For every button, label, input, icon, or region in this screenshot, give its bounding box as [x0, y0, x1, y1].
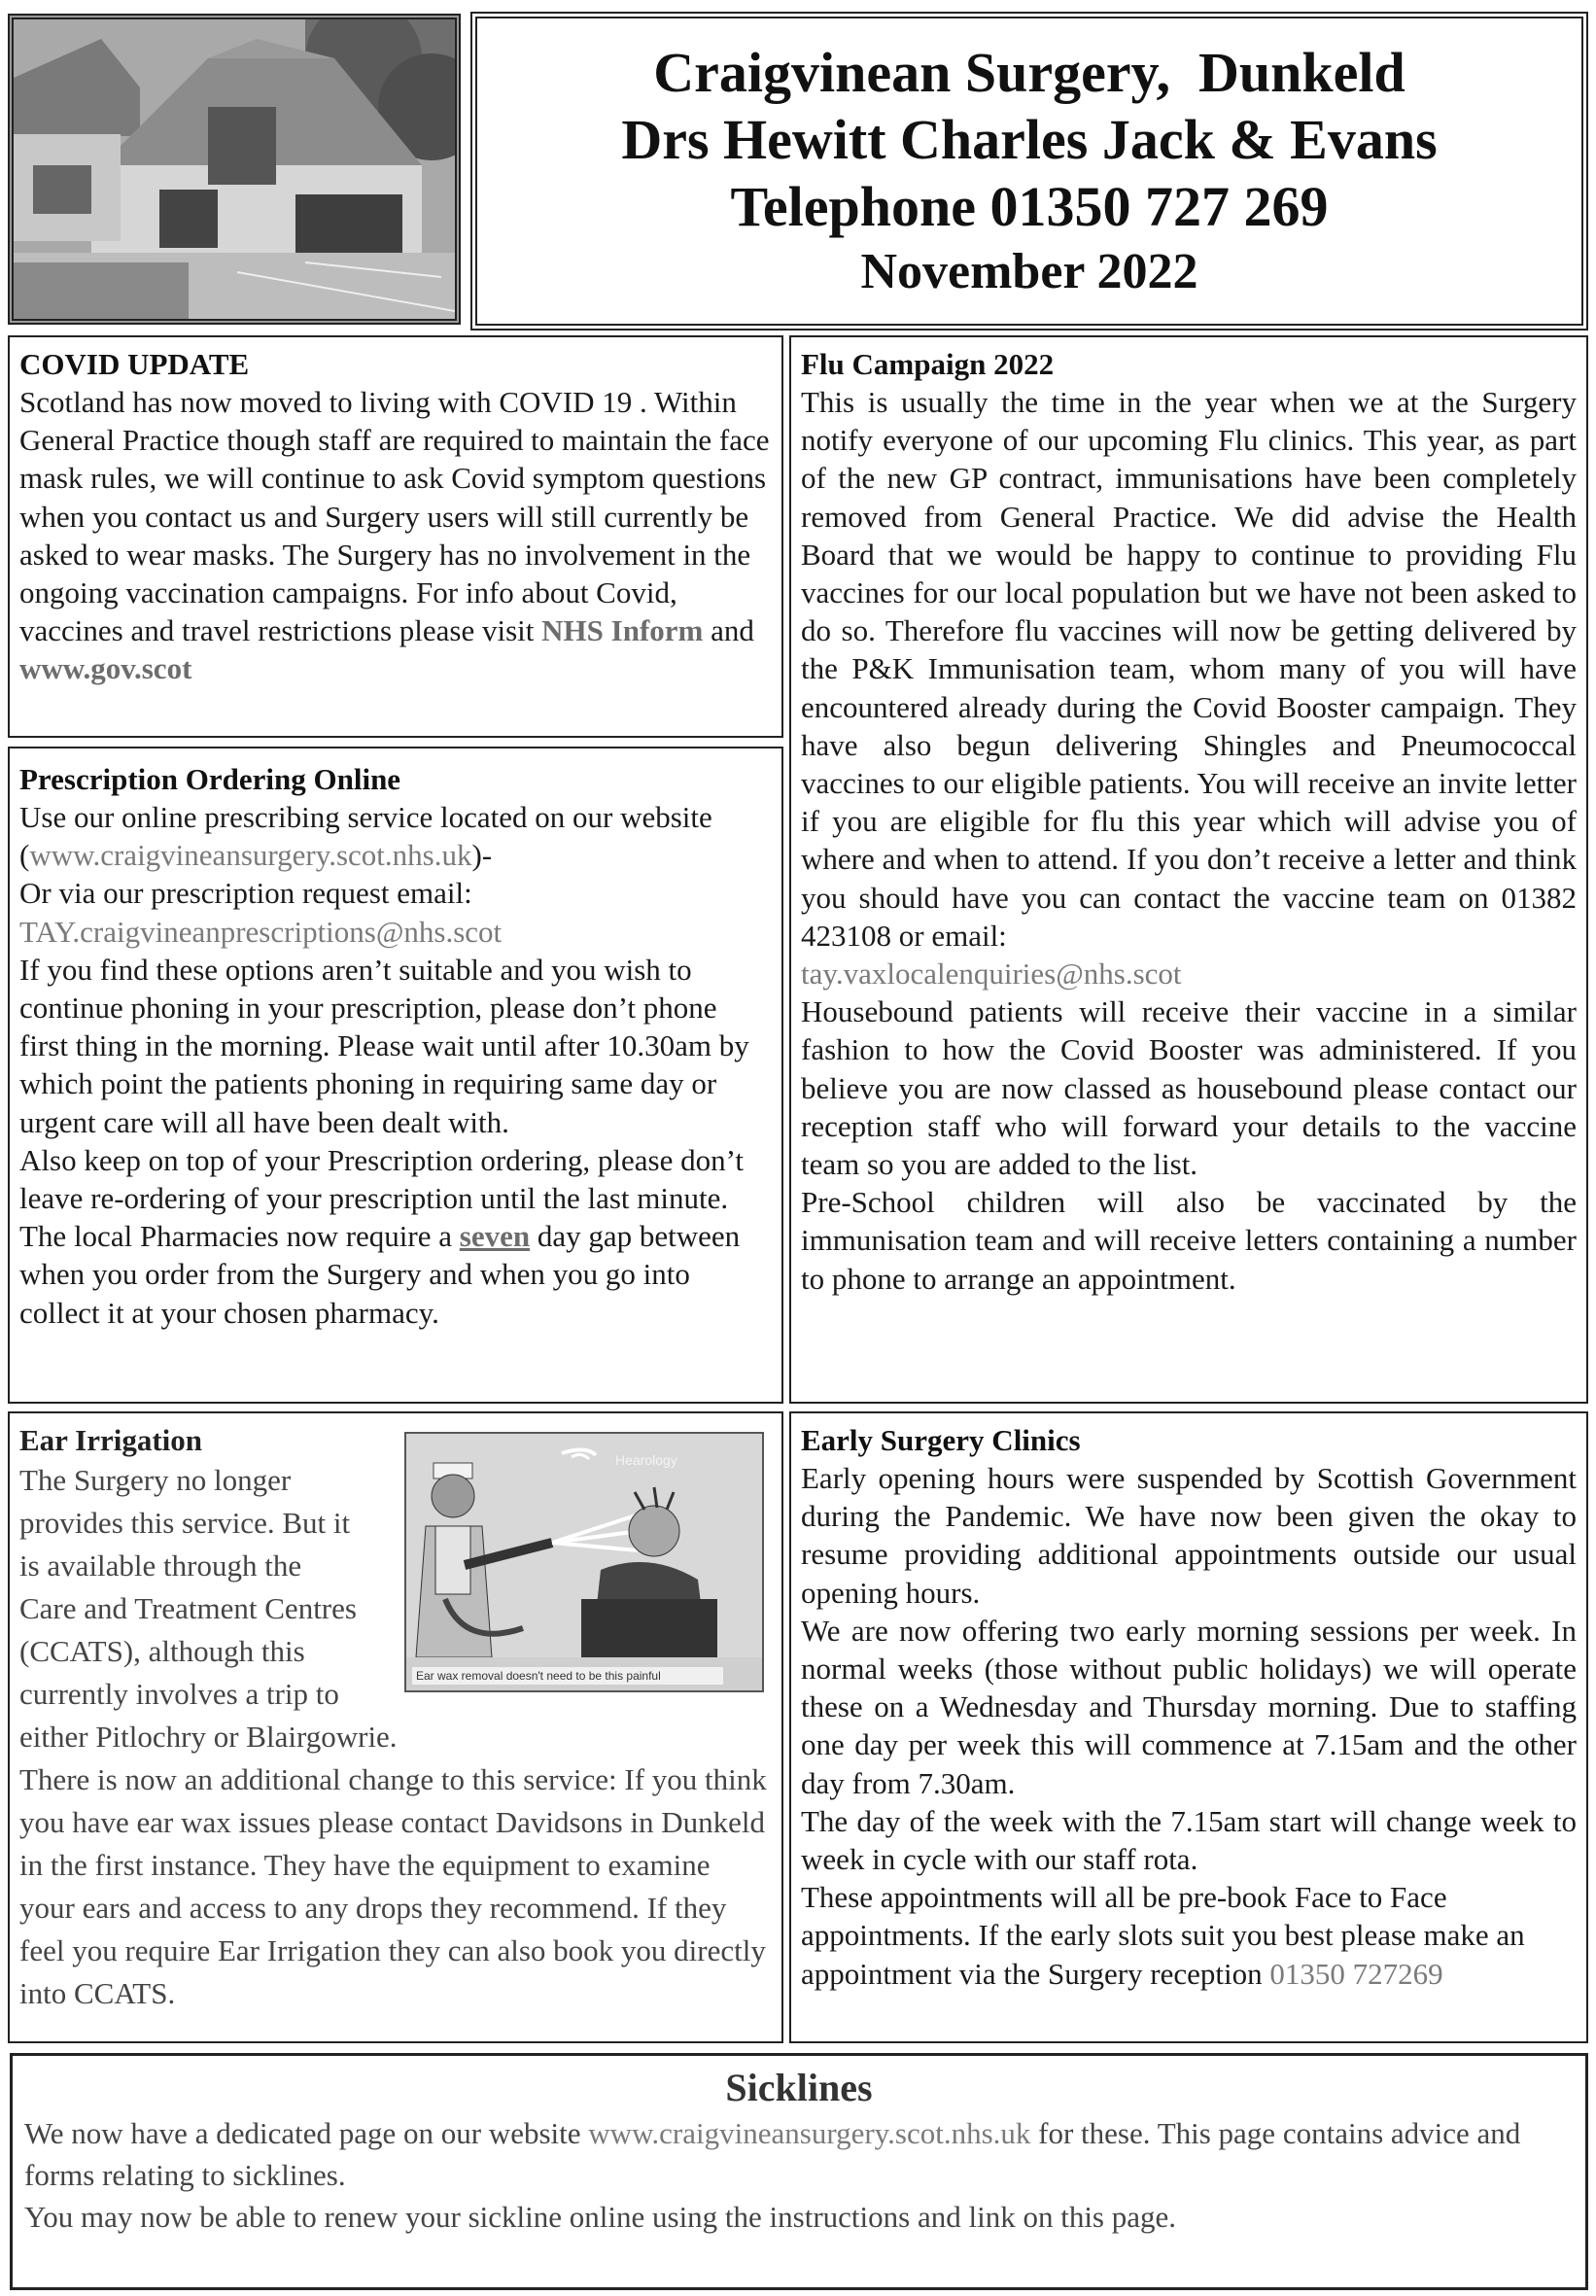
surgery-website-link[interactable]: www.craigvineansurgery.scot.nhs.uk [29, 838, 472, 873]
covid-update-body: Scotland has now moved to living with COVID 19 . Within General Practice though staff are required to maintain the face mask rules, we will continue to ask Covid symptom questions when you contact us and Surgery users will still currently be asked to wear masks. The Surgery has no involvement in the ongoing vaccination campaigns. For info about Covid, vaccines and travel restrictions please visit NHS Inform and www.gov.scot [19, 385, 770, 686]
ear-p2: There is now an additional change to this service: If you think you have ear wax issues please contact Davidsons in Dunkeld in the first instance. They have the equipment to examine your ears and access to any drops they recommend. If they feel you require Ear Irrigation they can also book you directly into CCATS. [19, 1762, 767, 2010]
seven-emphasis: seven [459, 1219, 531, 1254]
ear-irrigation-title: Ear Irrigation [19, 1423, 202, 1457]
nhs-inform-link[interactable]: NHS Inform [541, 613, 704, 648]
ear-wax-cartoon [404, 1432, 764, 1692]
surgery-name: Craigvinean Surgery, Dunkeld [653, 40, 1405, 104]
prescription-section [8, 747, 783, 1404]
sicklines-title: Sicklines [725, 2066, 873, 2109]
prescription-p2: Or via our prescription request email: [19, 876, 472, 911]
surgery-building-image [14, 19, 455, 319]
early-p2: We are now offering two early morning sessions per week. In normal weeks (those without public holidays) we will operate these on a Wednesday and Thursday morning. Due to staffing one day per week this will commence at 7.15am and the other day from 7.30am. [801, 1613, 1577, 1800]
gov-scot-link[interactable]: www.gov.scot [19, 651, 192, 686]
prescription-title: Prescription Ordering Online [19, 762, 401, 796]
issue-date: November 2022 [860, 243, 1198, 299]
early-surgery-clinics-section [789, 1411, 1588, 2043]
surgery-photo [8, 14, 461, 325]
ear-line-5: (CCATS), although this [19, 1634, 305, 1668]
ear-line-2: provides this service. But it [19, 1506, 351, 1540]
reception-phone: 01350 727269 [1269, 1956, 1443, 1991]
sicklines-p2: You may now be able to renew your sickline online using the instructions and link on this page. [24, 2200, 1177, 2234]
prescription-p4: Also keep on top of your Prescription ordering, please don’t leave re-ordering of your prescription until the last minute. The local Pharmacies now require a seven day gap between when you order from the Surgery and when you go into collect it at your chosen pharmacy. [19, 1142, 744, 1330]
newsletter-header [470, 12, 1588, 330]
flu-campaign-section [789, 335, 1588, 1404]
covid-update-section [8, 335, 783, 738]
early-p1: Early opening hours were suspended by Scottish Government during the Pandemic. We have now been given the okay to resume providing additional appointments outside our usual opening hours. [801, 1461, 1577, 1610]
prescription-p3: If you find these options aren’t suitable and you wish to continue phoning in your prescription, please don’t phone first thing in the morning. Please wait until after 10.30am by which point the patients phoning in requiring same day or urgent care will all have been dealt with. [19, 952, 749, 1139]
covid-update-title: COVID UPDATE [19, 347, 250, 381]
ear-line-3: is available through the [19, 1548, 302, 1583]
prescription-email-link[interactable]: TAY.craigvineanprescriptions@nhs.scot [19, 914, 503, 949]
ear-line-6: currently involves a trip to [19, 1677, 339, 1711]
ear-line-7: either Pitlochry or Blairgowrie. [19, 1720, 398, 1754]
cartoon-caption: Ear wax removal doesn't need to be this painful [416, 1669, 661, 1683]
early-clinics-title: Early Surgery Clinics [801, 1423, 1081, 1457]
flu-p1: This is usually the time in the year when we at the Surgery notify everyone of our upcoming Flu clinics. This year, as part of the new GP contract, immunisations have been completely removed from General Practice. We did advise the Health Board that we would be happy to continue to providing Flu vaccines for our local population but we have not been asked to do so. Therefore flu vaccines will now be getting delivered by the P&K Immunisation team, whom many of you will have encountered already during the Covid Booster campaign. They have also begun delivering Shingles and Pneumococcal vaccines to our eligible patients. You will receive an invite letter if you are eligible for flu this year which will advise you of where and when to attend. If you don’t receive a letter and think you should have you can contact the vaccine team on 01382 423108 or email: [801, 385, 1577, 953]
telephone: Telephone 01350 727 269 [730, 174, 1329, 238]
ear-line-4: Care and Treatment Centres [19, 1591, 357, 1625]
flu-p3: Pre-School children will also be vaccinated by the immunisation team and will receive letters containing a number to phone to arrange an appointment. [801, 1185, 1577, 1296]
sicklines-website-link[interactable]: www.craigvineansurgery.scot.nhs.uk [588, 2116, 1031, 2150]
ear-line-1: The Surgery no longer [19, 1463, 292, 1497]
sicklines-p1: We now have a dedicated page on our website www.craigvineansurgery.scot.nhs.uk for these. This page contains advice and forms relating to sicklines. [24, 2116, 1521, 2192]
nurse-hose-cartoon-image [406, 1434, 762, 1690]
sicklines-section [10, 2053, 1588, 2290]
early-p3: The day of the week with the 7.15am start will change week to week in cycle with our staff rota. [801, 1803, 1577, 1877]
early-p4: These appointments will all be pre-book Face to Face appointments. If the early slots suit you best please make an appointment via the Surgery reception 01350 727269 [801, 1880, 1525, 1991]
prescription-p1: Use our online prescribing service located on our website (www.craigvineansurgery.scot.nhs.uk)- [19, 800, 712, 873]
flu-campaign-title: Flu Campaign 2022 [801, 347, 1055, 381]
flu-p2: Housebound patients will receive their vaccine in a similar fashion to how the Covid Booster was administered. If you believe you are now classed as housebound please contact our reception staff who will forward your details to the vaccine team so you are added to the list. [801, 994, 1577, 1182]
cartoon-brand: Hearology [615, 1452, 677, 1468]
doctors-names: Drs Hewitt Charles Jack & Evans [621, 107, 1438, 171]
vaccine-team-email-link[interactable]: tay.vaxlocalenquiries@nhs.scot [801, 957, 1182, 991]
